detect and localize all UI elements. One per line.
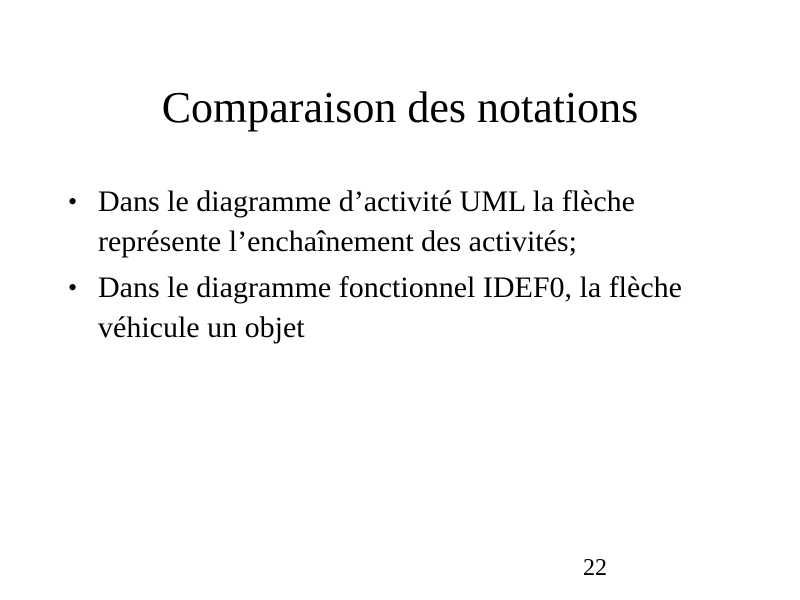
bullet-text-idef0: Dans le diagramme fonctionnel IDEF0, la flèche véhicule un objet	[98, 271, 682, 344]
bullet-item-uml	[68, 182, 718, 262]
bullet-dot-icon: •	[68, 187, 78, 216]
bullet-dot-icon: •	[68, 273, 78, 302]
slide-title: Comparaison des notations	[161, 83, 639, 132]
bullet-list	[68, 182, 718, 354]
bullet-item-idef0	[68, 268, 718, 348]
page-number: 22	[583, 555, 607, 581]
bullet-text-uml: Dans le diagramme d’activité UML la flèche représente l’enchaînement des activités;	[98, 185, 635, 258]
